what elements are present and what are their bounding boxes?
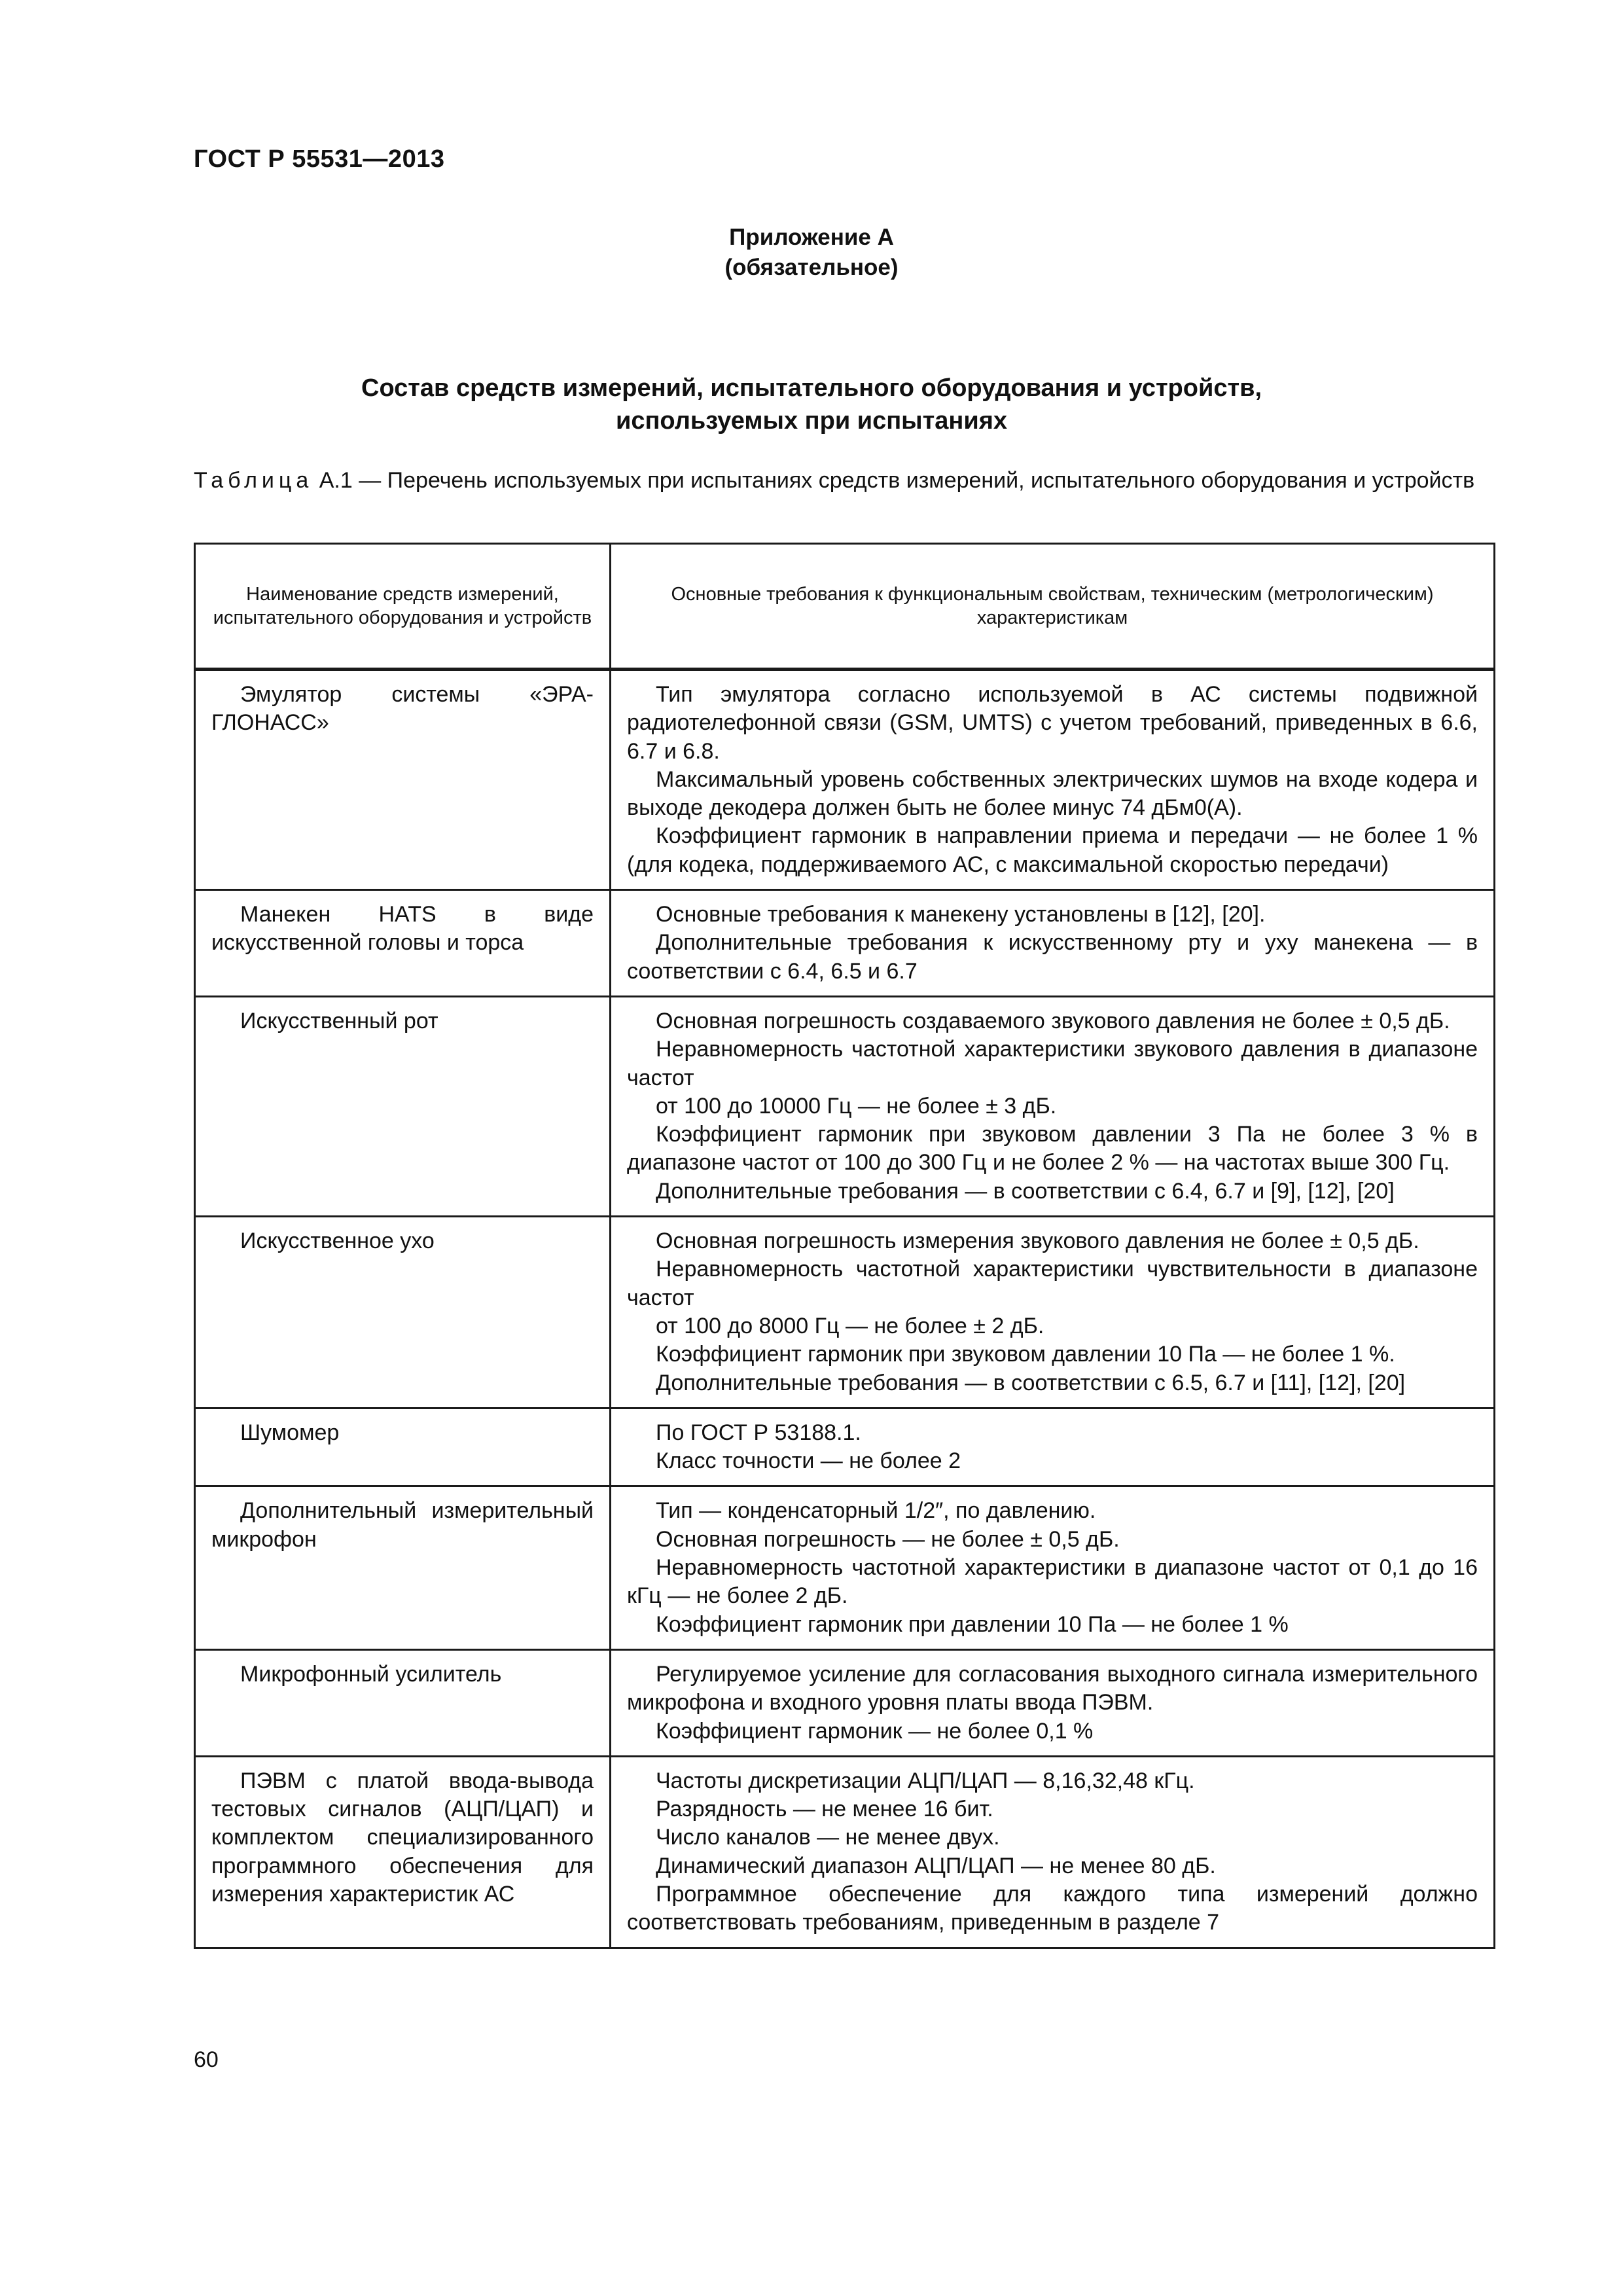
requirement-paragraph: Дополнительные требования — в соответствии с 6.4, 6.7 и [9], [12], [20]: [656, 1178, 1395, 1204]
table-caption-label: Таблица: [194, 468, 313, 493]
equipment-name-cell: [195, 670, 611, 890]
table-row: [195, 1756, 1495, 1948]
annex-title: Приложение А: [729, 224, 894, 250]
requirement-paragraph: Тип эмулятора согласно используемой в АС системы подвижной радиотелефонной связи (GSM, UMTS) с учетом требований, приведенных в 6.6, 6.7 и 6.8.: [627, 682, 1478, 764]
equipment-name: Искусственный рот: [240, 1008, 438, 1033]
annex-heading-line-1: Состав средств измерений, испытательного оборудования и устройств,: [361, 374, 1262, 402]
requirement-paragraph: Основная погрешность создаваемого звукового давления не более ± 0,5 дБ.: [656, 1008, 1450, 1033]
requirement-paragraph: Основные требования к манекену установлены в [12], [20].: [656, 902, 1266, 927]
equipment-name: ПЭВМ с платой ввода-вывода тестовых сигналов (АЦП/ЦАП) и комплектом специализированного программного обеспечения для измерения характеристик АС: [211, 1768, 594, 1907]
requirement-paragraph: Коэффициент гармоник — не более 0,1 %: [656, 1718, 1094, 1744]
requirement-paragraph: Основная погрешность — не более ± 0,5 дБ.: [656, 1526, 1120, 1552]
equipment-name-cell: [195, 1649, 611, 1756]
annex-header: [0, 223, 1623, 283]
requirements-cell: [611, 1408, 1495, 1486]
requirement-paragraph: Неравномерность частотной характеристики в диапазоне частот от 0,1 до 16 кГц — не более 2 дБ.: [627, 1555, 1478, 1609]
requirements-cell: [611, 670, 1495, 890]
requirement-paragraph: Разрядность — не менее 16 бит.: [656, 1797, 993, 1822]
page-number: 60: [194, 2047, 219, 2072]
requirement-paragraph: Коэффициент гармоник при звуковом давлении 10 Па — не более 1 %.: [656, 1342, 1395, 1367]
requirement-paragraph: Коэффициент гармоник при давлении 10 Па — не более 1 %: [656, 1611, 1289, 1637]
requirements-cell: [611, 1756, 1495, 1948]
annex-heading: [0, 372, 1623, 437]
table-row: [195, 1486, 1495, 1649]
table-row: [195, 1649, 1495, 1756]
equipment-name: Микрофонный усилитель: [240, 1661, 502, 1687]
table-row: [195, 1408, 1495, 1486]
table-header-row: [195, 544, 1495, 670]
requirement-paragraph: По ГОСТ Р 53188.1.: [656, 1420, 861, 1445]
equipment-name-cell: [195, 890, 611, 997]
column-header-name: Наименование средств измерений, испытательного оборудования и устройств: [195, 544, 611, 670]
table-row: [195, 670, 1495, 890]
requirement-paragraph: Дополнительные требования — в соответствии с 6.5, 6.7 и [11], [12], [20]: [656, 1370, 1406, 1395]
annex-status: (обязательное): [724, 255, 899, 280]
equipment-name-cell: [195, 996, 611, 1216]
requirement-paragraph: Тип — конденсаторный 1/2″, по давлению.: [656, 1498, 1096, 1524]
equipment-name: Шумомер: [240, 1420, 340, 1445]
table-row: [195, 996, 1495, 1216]
requirement-paragraph: от 100 до 10000 Гц — не более ± 3 дБ.: [656, 1093, 1057, 1119]
requirement-paragraph: Класс точности — не более 2: [656, 1448, 961, 1474]
requirement-paragraph: Основная погрешность измерения звукового давления не более ± 0,5 дБ.: [656, 1229, 1419, 1254]
requirements-cell: [611, 1486, 1495, 1649]
requirement-paragraph: Неравномерность частотной характеристики звукового давления в диапазоне частот: [627, 1037, 1478, 1090]
table-caption: [194, 466, 1492, 495]
requirement-paragraph: Коэффициент гармоник в направлении приема и передачи — не более 1 % (для кодека, поддерживаемого АС, с максимальной скоростью передачи): [627, 823, 1478, 877]
requirement-paragraph: от 100 до 8000 Гц — не более ± 2 дБ.: [656, 1313, 1044, 1338]
annex-heading-line-2: используемых при испытаниях: [615, 407, 1008, 435]
equipment-name-cell: [195, 1756, 611, 1948]
requirements-cell: [611, 996, 1495, 1216]
requirement-paragraph: Число каналов — не менее двух.: [656, 1825, 1000, 1850]
equipment-name-cell: [195, 1486, 611, 1649]
equipment-name: Дополнительный измерительный микрофон: [211, 1498, 594, 1552]
requirement-paragraph: Дополнительные требования к искусственному рту и уху манекена — в соответствии с 6.4, 6.5 и 6.7: [627, 930, 1478, 984]
table-row: [195, 1217, 1495, 1408]
requirement-paragraph: Неравномерность частотной характеристики чувствительности в диапазоне частот: [627, 1257, 1478, 1310]
requirement-paragraph: Регулируемое усиление для согласования выходного сигнала измерительного микрофона и входного уровня платы ввода ПЭВМ.: [627, 1661, 1478, 1715]
requirement-paragraph: Коэффициент гармоник при звуковом давлении 3 Па не более 3 % в диапазоне частот от 100 до 300 Гц и не более 2 % — на частотах выше 300 Гц.: [627, 1122, 1478, 1175]
equipment-table: [194, 543, 1495, 1949]
equipment-name: Эмулятор системы «ЭРА-ГЛОНАСС»: [211, 682, 594, 736]
table-caption-text: А.1 — Перечень используемых при испытаниях средств измерений, испытательного оборудования и устройств: [313, 468, 1475, 493]
table-row: [195, 890, 1495, 997]
requirement-paragraph: Программное обеспечение для каждого типа измерений должно соответствовать требованиям, приведенным в разделе 7: [627, 1881, 1478, 1935]
requirement-paragraph: Максимальный уровень собственных электрических шумов на входе кодера и выходе декодера должен быть не более минус 74 дБм0(А).: [627, 766, 1478, 821]
requirement-paragraph: Динамический диапазон АЦП/ЦАП — не менее 80 дБ.: [656, 1853, 1216, 1878]
equipment-name: Искусственное ухо: [240, 1229, 435, 1254]
requirements-cell: [611, 890, 1495, 997]
equipment-name: Манекен HATS в виде искусственной головы и торса: [211, 902, 594, 956]
equipment-name-cell: [195, 1408, 611, 1486]
document-code: ГОСТ Р 55531—2013: [194, 145, 445, 173]
column-header-requirements: Основные требования к функциональным свойствам, техническим (метрологическим) характеристикам: [611, 544, 1495, 670]
table-body: [195, 670, 1495, 1948]
equipment-name-cell: [195, 1217, 611, 1408]
requirements-cell: [611, 1217, 1495, 1408]
requirement-paragraph: Частоты дискретизации АЦП/ЦАП — 8,16,32,48 кГц.: [656, 1768, 1195, 1793]
requirements-cell: [611, 1649, 1495, 1756]
